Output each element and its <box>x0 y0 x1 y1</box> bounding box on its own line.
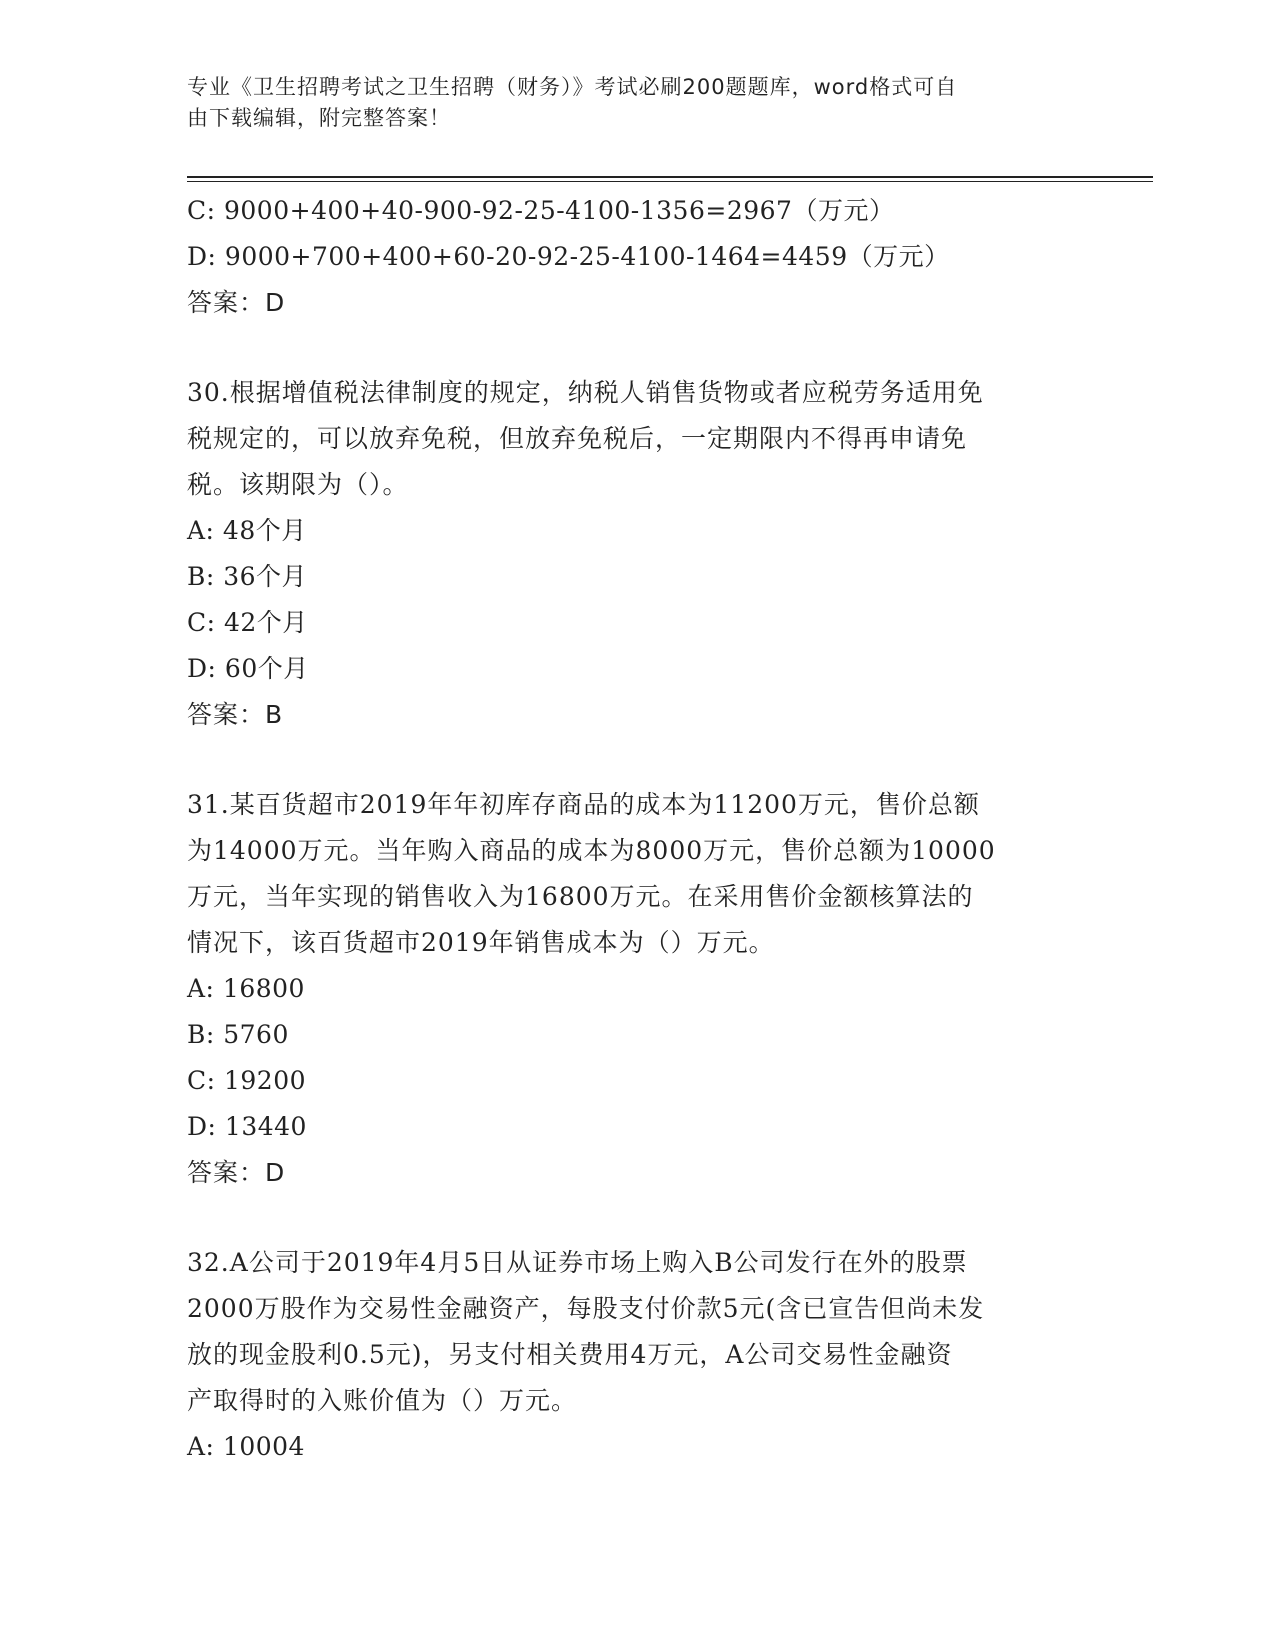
question-30 <box>187 370 1087 738</box>
question-29-fragment <box>187 188 1087 326</box>
question-stem: 32.A公司于2019年4月5日从证券市场上购入B公司发行在外的股票 2000万股作为交易性金融资产，每股支付价款5元(含已宣告但尚未发 放的现金股利0.5元)，另支付相关费用4万元，A公司交易性金融资 产取得时的入账价值为（）万元。 <box>187 1248 985 1415</box>
header-divider-thin <box>187 181 1153 182</box>
document-header <box>187 72 1067 134</box>
option-a: A: 16800 <box>187 974 305 1003</box>
option-d: D: 60个月 <box>187 654 309 683</box>
header-line-2: 由下载编辑，附完整答案！ <box>187 106 451 130</box>
option-b: B: 36个月 <box>187 562 308 591</box>
answer-label: 答案：D <box>187 288 286 317</box>
option-d: D: 13440 <box>187 1112 307 1141</box>
option-c: C: 9000+400+40-900-92-25-4100-1356=2967（万元） <box>187 196 895 225</box>
option-c: C: 42个月 <box>187 608 308 637</box>
question-31 <box>187 782 1087 1196</box>
question-list <box>187 188 1087 1470</box>
spacer <box>187 1196 1087 1240</box>
option-d: D: 9000+700+400+60-20-92-25-4100-1464=4459（万元） <box>187 242 950 271</box>
spacer <box>187 326 1087 370</box>
option-a: A: 10004 <box>187 1432 305 1461</box>
question-stem: 31.某百货超市2019年年初库存商品的成本为11200万元，售价总额 为14000万元。当年购入商品的成本为8000万元，售价总额为10000 万元，当年实现的销售收入为16800万元。在采用售价金额核算法的 情况下，该百货超市2019年销售成本为（）万元。 <box>187 790 996 957</box>
header-divider-thick <box>187 176 1153 178</box>
spacer <box>187 738 1087 782</box>
question-stem: 30.根据增值税法律制度的规定，纳税人销售货物或者应税劳务适用免 税规定的，可以放弃免税，但放弃免税后，一定期限内不得再申请免 税。该期限为（）。 <box>187 378 984 499</box>
option-a: A: 48个月 <box>187 516 307 545</box>
answer-label: 答案：B <box>187 700 284 729</box>
header-line-1: 专业《卫生招聘考试之卫生招聘（财务）》考试必刷200题题库，word格式可自 <box>187 75 958 99</box>
answer-label: 答案：D <box>187 1158 286 1187</box>
option-b: B: 5760 <box>187 1020 289 1049</box>
option-c: C: 19200 <box>187 1066 307 1095</box>
question-32 <box>187 1240 1087 1470</box>
